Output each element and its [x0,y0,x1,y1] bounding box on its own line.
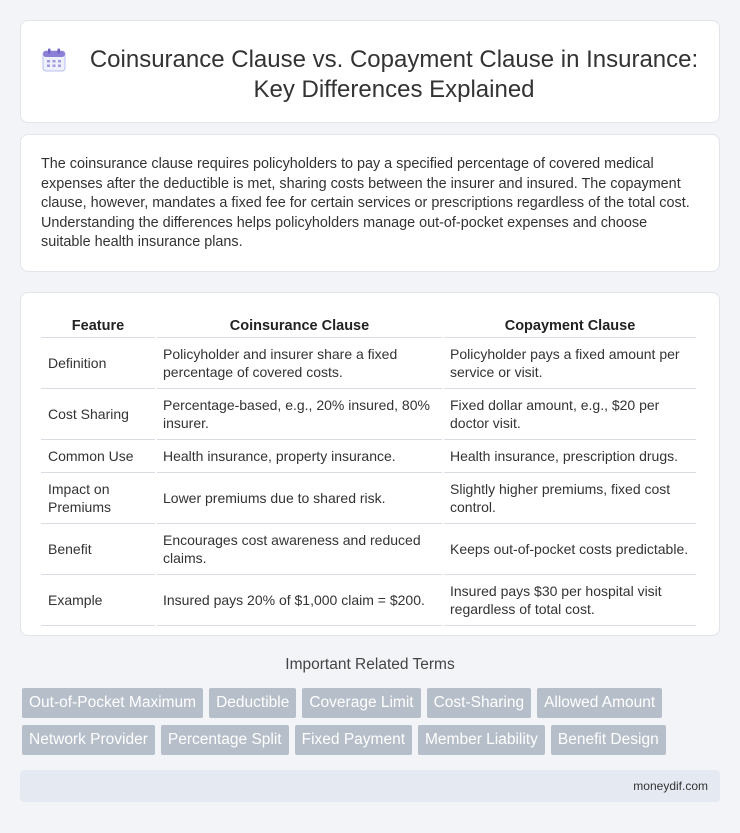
term-tag[interactable]: Deductible [209,688,296,718]
footer-bar [20,770,720,802]
term-tag[interactable]: Percentage Split [161,725,289,755]
related-terms-list [22,688,722,755]
footer-site-link[interactable]: moneydif.com [633,779,708,793]
feature-cell: Impact on Premiums [41,473,156,524]
intro-paragraph: The coinsurance clause requires policyholders to pay a specified percentage of covered medical expenses after the deductible is met, sharing costs between the insurer and insured. The copayment clause, however, mandates a fixed fee for certain services or prescriptions regardless of the total cost. Understanding the differences helps policyholders manage out-of-pocket expenses and choose suitable health insurance plans. [41,156,690,250]
page-title: Coinsurance Clause vs. Copayment Clause in Insurance: Key Differences Explained [89,46,699,103]
table-row [41,575,697,626]
coinsurance-cell: Health insurance, property insurance. [156,440,443,473]
table-row [41,338,697,389]
coinsurance-cell: Percentage-based, e.g., 20% insured, 80% insurer. [156,389,443,440]
column-header: Feature [41,313,156,338]
intro-card [20,134,720,272]
table-row [41,389,697,440]
column-header: Copayment Clause [443,313,697,338]
copayment-cell: Keeps out-of-pocket costs predictable. [443,524,697,575]
feature-cell: Common Use [41,440,156,473]
calendar-icon [41,47,67,73]
table-header-row [41,313,697,338]
feature-cell: Cost Sharing [41,389,156,440]
term-tag[interactable]: Fixed Payment [295,725,412,755]
term-tag[interactable]: Out-of-Pocket Maximum [22,688,203,718]
related-terms-heading: Important Related Terms [285,656,455,673]
copayment-cell: Policyholder pays a fixed amount per service or visit. [443,338,697,389]
copayment-cell: Fixed dollar amount, e.g., $20 per doctor visit. [443,389,697,440]
table-row [41,524,697,575]
term-tag[interactable]: Allowed Amount [537,688,662,718]
coinsurance-cell: Insured pays 20% of $1,000 claim = $200. [156,575,443,626]
table-row [41,440,697,473]
term-tag[interactable]: Cost-Sharing [427,688,531,718]
coinsurance-cell: Encourages cost awareness and reduced claims. [156,524,443,575]
feature-cell: Benefit [41,524,156,575]
column-header: Coinsurance Clause [156,313,443,338]
coinsurance-cell: Policyholder and insurer share a fixed percentage of covered costs. [156,338,443,389]
term-tag[interactable]: Member Liability [418,725,545,755]
term-tag[interactable]: Network Provider [22,725,155,755]
term-tag[interactable]: Coverage Limit [302,688,420,718]
copayment-cell: Health insurance, prescription drugs. [443,440,697,473]
comparison-table-card [20,292,720,636]
coinsurance-cell: Lower premiums due to shared risk. [156,473,443,524]
table-row [41,473,697,524]
feature-cell: Example [41,575,156,626]
comparison-table [41,313,698,626]
feature-cell: Definition [41,338,156,389]
term-tag[interactable]: Benefit Design [551,725,666,755]
copayment-cell: Slightly higher premiums, fixed cost control. [443,473,697,524]
copayment-cell: Insured pays $30 per hospital visit regardless of total cost. [443,575,697,626]
header-card [20,20,720,123]
